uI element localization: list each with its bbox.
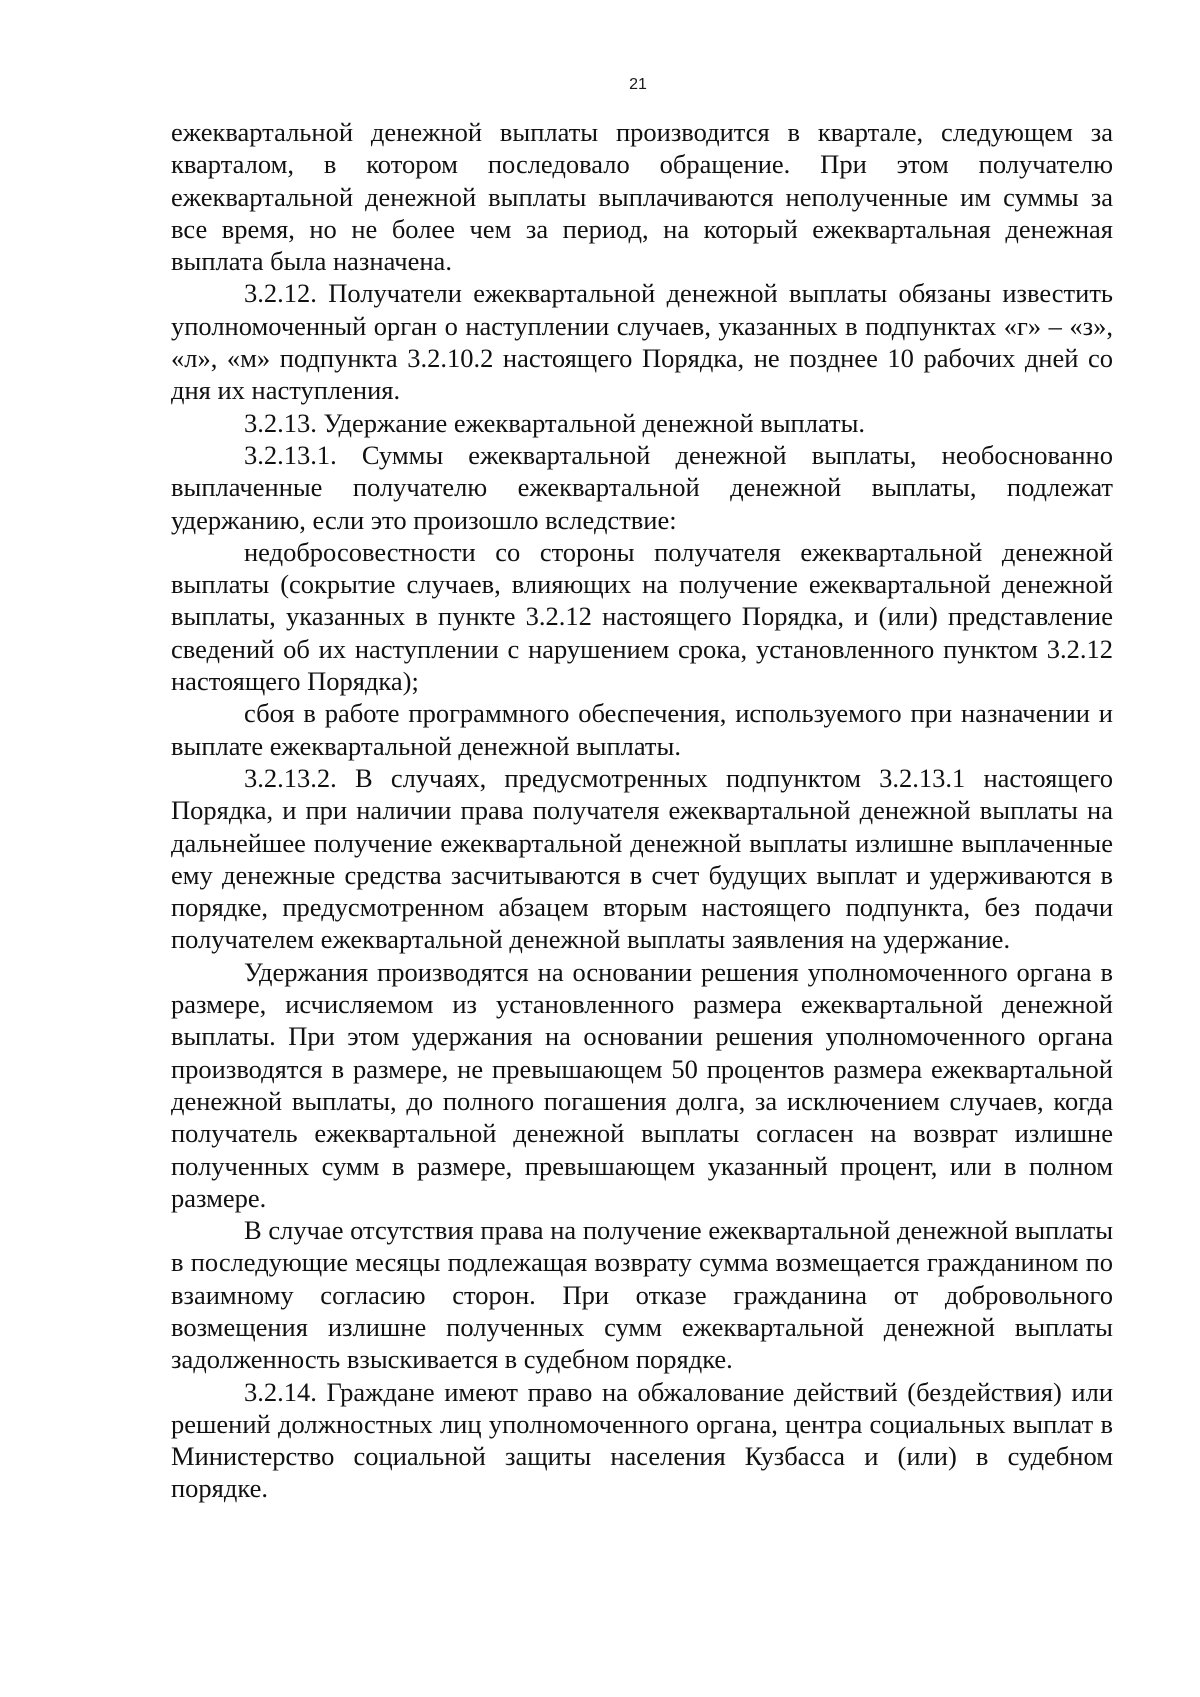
paragraph-3-2-14: 3.2.14. Граждане имеют право на обжалование действий (бездействия) или решений должностных лиц уполномоченного органа, центра социальных выплат в Министерство социальной защиты населения Кузбасса и (или) в судебном порядке. [171,1376,1113,1504]
paragraph-no-right-to-payment: В случае отсутствия права на получение ежеквартальной денежной выплаты в последующие месяцы подлежащая возврату сумма возмещается гражданином по взаимному согласию сторон. При отказе гражданина от добровольного возмещения излишне полученных сумм ежеквартальной денежной выплаты задолженность взыскивается в судебном порядке. [171,1215,1113,1375]
paragraph-3-2-13-1: 3.2.13.1. Суммы ежеквартальной денежной выплаты, необоснованно выплаченные получателю ежеквартальной денежной выплаты, подлежат удержанию, если это произошло вследствие: [171,439,1113,535]
page-number: 21 [629,76,647,93]
document-body [171,116,1113,1505]
paragraph-bad-faith-clause: недобросовестности со стороны получателя ежеквартальной денежной выплаты (сокрытие случаев, влияющих на получение ежеквартальной денежной выплаты, указанных в пункте 3.2.12 настоящего Порядка, и (или) представление сведений об их наступлении с нарушением срока, установленного пунктом 3.2.12 настоящего Порядка); [171,536,1113,697]
paragraph-3-2-12: 3.2.12. Получатели ежеквартальной денежной выплаты обязаны известить уполномоченный орган о наступлении случаев, указанных в подпунктах «г» – «з», «л», «м» подпункта 3.2.10.2 настоящего Порядка, не позднее 10 рабочих дней со дня их наступления. [171,278,1113,406]
paragraph-deductions: Удержания производятся на основании решения уполномоченного органа в размере, исчисляемом из установленного размера ежеквартальной денежной выплаты. При этом удержания на основании решения уполномоченного органа производятся в размере, не превышающем 50 процентов размера ежеквартальной денежной выплаты, до полного погашения долга, за исключением случаев, когда получатель ежеквартальной денежной выплаты согласен на возврат излишне полученных сумм в размере, превышающем указанный процент, или в полном размере. [171,956,1113,1213]
paragraph-software-failure-clause: сбоя в работе программного обеспечения, используемого при назначении и выплате ежеквартальной денежной выплаты. [171,698,1113,761]
paragraph-3-2-13-2: 3.2.13.2. В случаях, предусмотренных подпунктом 3.2.13.1 настоящего Порядка, и при наличии права получателя ежеквартальной денежной выплаты на дальнейшее получение ежеквартальной денежной выплаты излишне выплаченные ему денежные средства засчитываются в счет будущих выплат и удерживаются в порядке, предусмотренном абзацем вторым настоящего подпункта, без подачи получателем ежеквартальной денежной выплаты заявления на удержание. [171,762,1113,955]
paragraph-continuation: ежеквартальной денежной выплаты производится в квартале, следующем за кварталом, в котором последовало обращение. При этом получателю ежеквартальной денежной выплаты выплачиваются неполученные им суммы за все время, но не более чем за период, на который ежеквартальная денежная выплата была назначена. [171,117,1113,277]
paragraph-3-2-13-heading: 3.2.13. Удержание ежеквартальной денежной выплаты. [244,407,866,438]
